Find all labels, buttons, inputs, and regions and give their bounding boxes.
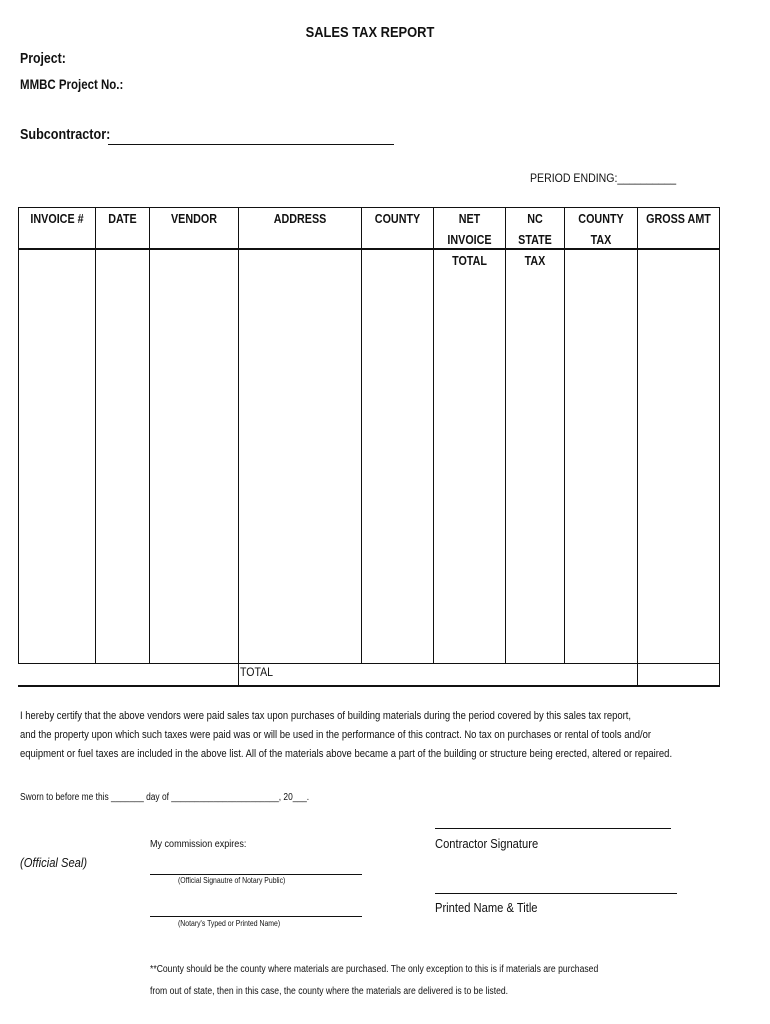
contractor-signature-line[interactable] bbox=[435, 828, 671, 829]
table-right-border bbox=[719, 207, 720, 686]
printed-name-line[interactable] bbox=[435, 893, 677, 894]
subcontractor-label: Subcontractor: bbox=[20, 126, 111, 143]
column-divider bbox=[238, 207, 239, 686]
certification-text-line-1: I hereby certify that the above vendors were paid sales tax upon purchases of building materials during the period covered by this sales tax report, bbox=[20, 710, 632, 722]
subcontractor-field-line[interactable] bbox=[108, 144, 394, 145]
column-header-date: DATE bbox=[108, 212, 137, 226]
column-header-vendor: VENDOR bbox=[170, 212, 217, 226]
certification-text-line-2: and the property upon which such taxes were paid was or will be used in the performance of this contract. No tax on purchases or rental of tools and/or bbox=[20, 729, 652, 741]
sales-tax-table bbox=[18, 207, 720, 686]
table-left-border bbox=[18, 207, 19, 664]
notary-signature-line[interactable] bbox=[150, 874, 362, 875]
footnote-line-1: **County should be the county where materials are purchased. The only exception to this is if materials are purchased bbox=[150, 964, 599, 975]
column-header-net-invoice-total: NET INVOICE TOTAL bbox=[447, 212, 492, 268]
notary-signature-caption: (Official Signautre of Notary Public) bbox=[178, 876, 286, 885]
commission-expires-label: My commission expires: bbox=[150, 838, 247, 850]
footnote-line-2: from out of state, then in this case, the county where the materials are delivered is to be listed. bbox=[150, 986, 509, 997]
report-title: SALES TAX REPORT bbox=[305, 24, 435, 41]
column-divider bbox=[361, 207, 362, 664]
column-header-invoice: INVOICE # bbox=[30, 212, 84, 226]
column-header-county: COUNTY bbox=[374, 212, 421, 226]
project-label: Project: bbox=[20, 50, 66, 67]
column-header-gross-amt: GROSS AMT bbox=[646, 212, 711, 226]
column-divider bbox=[95, 207, 96, 664]
table-bottom-border bbox=[18, 685, 720, 687]
notary-name-line[interactable] bbox=[150, 916, 362, 917]
column-header-address: ADDRESS bbox=[273, 212, 327, 226]
notary-name-caption: (Notary's Typed or Printed Name) bbox=[178, 919, 281, 928]
column-header-nc-state-tax: NC STATE TAX bbox=[518, 212, 552, 268]
contractor-signature-label: Contractor Signature bbox=[435, 836, 539, 851]
column-divider bbox=[505, 207, 506, 664]
column-divider bbox=[564, 207, 565, 664]
column-divider bbox=[149, 207, 150, 664]
column-header-county-tax: COUNTY TAX bbox=[578, 212, 624, 247]
column-divider bbox=[433, 207, 434, 664]
table-top-border bbox=[18, 207, 720, 208]
sworn-statement: Sworn to before me this _______ day of _______________________, 20___. bbox=[20, 792, 310, 803]
certification-text-line-3: equipment or fuel taxes are included in the above list. All of the materials above became a part of the building or structure being erected, altered or repaired. bbox=[20, 748, 673, 760]
table-total-label: TOTAL bbox=[240, 665, 274, 679]
printed-name-title-label: Printed Name & Title bbox=[435, 900, 538, 915]
table-total-divider bbox=[18, 663, 720, 664]
mmbc-project-label: MMBC Project No.: bbox=[20, 76, 124, 92]
period-ending-label: PERIOD ENDING:__________ bbox=[530, 171, 677, 185]
column-divider bbox=[637, 207, 638, 686]
official-seal-label: (Official Seal) bbox=[20, 855, 88, 870]
